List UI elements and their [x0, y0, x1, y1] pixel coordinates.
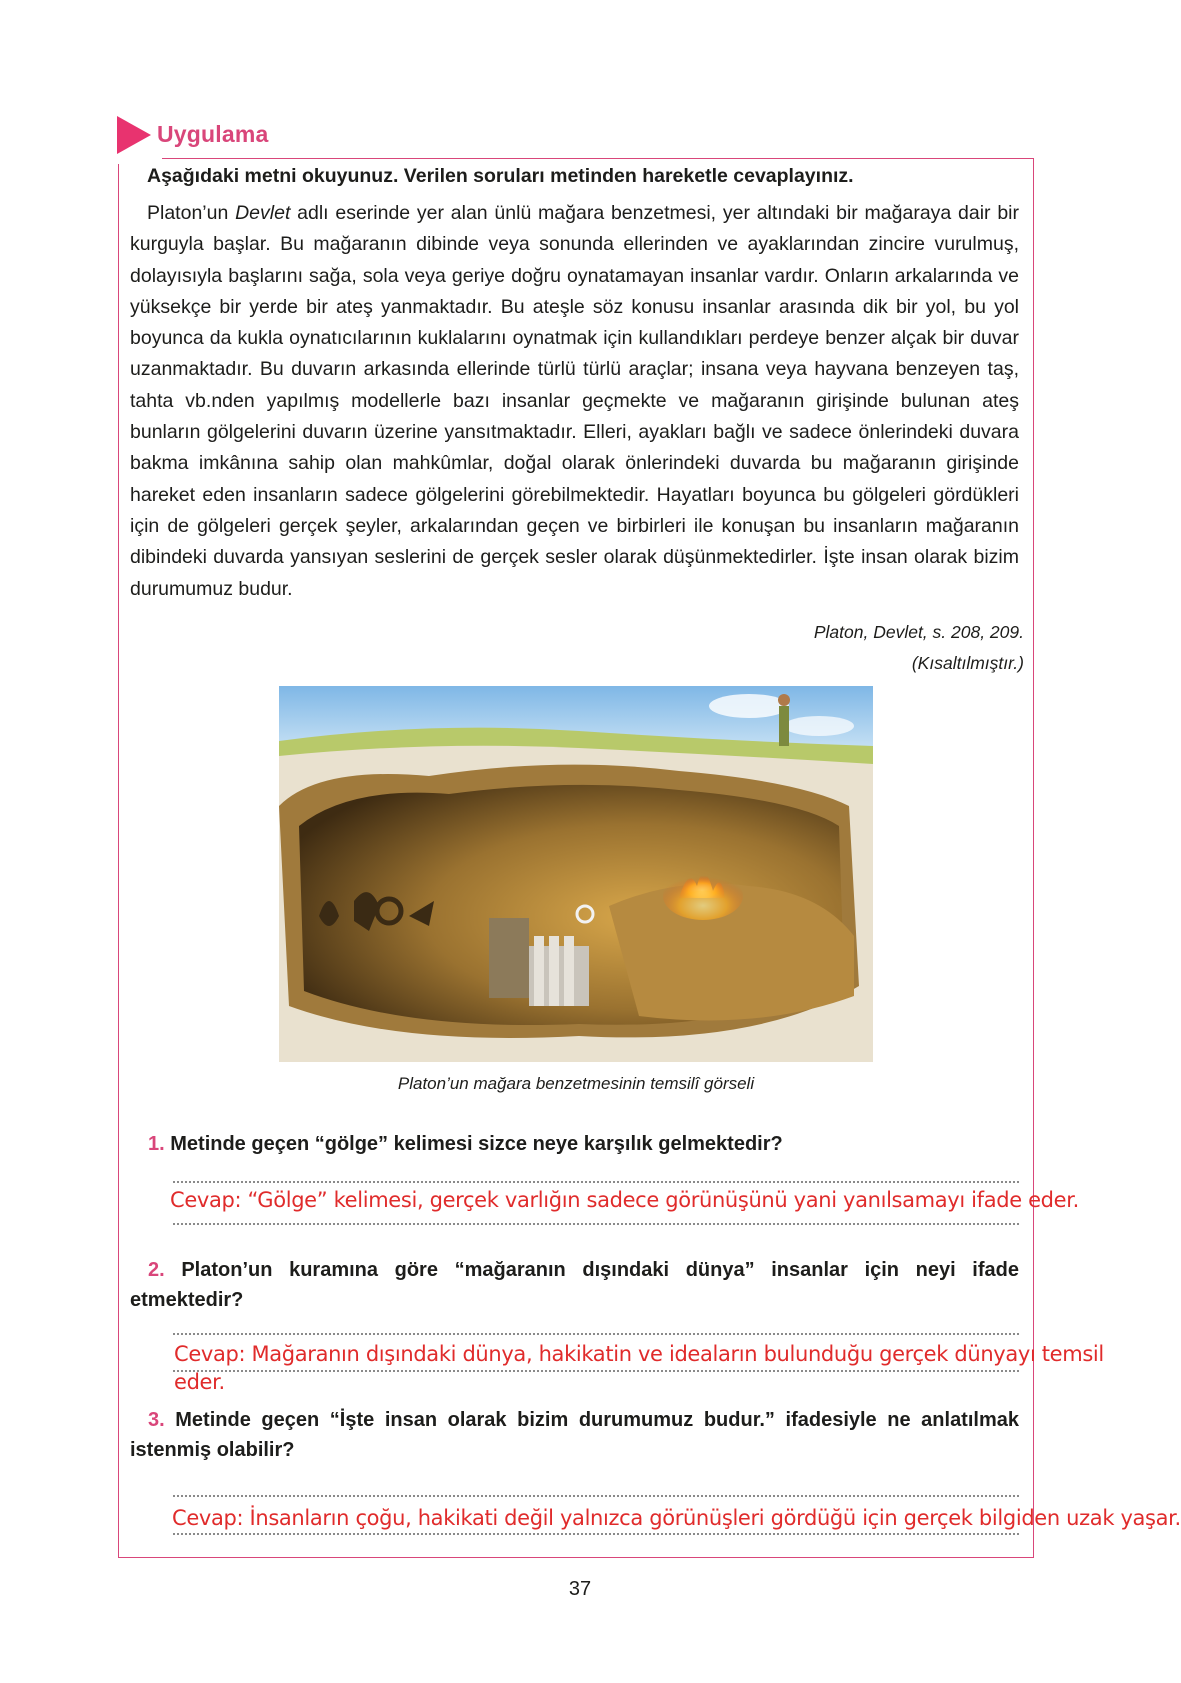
answer-line	[173, 1333, 1019, 1335]
answer-line	[173, 1533, 1019, 1535]
section-title: Uygulama	[157, 121, 269, 147]
answer-2	[174, 1340, 1104, 1396]
citation-source: Platon, Devlet, s. 208, 209.	[813, 622, 1024, 642]
figure-caption: Platon’un mağara benzetmesinin temsilî görseli	[397, 1074, 755, 1093]
question-2	[130, 1255, 1019, 1315]
question-number: 2.	[148, 1259, 165, 1281]
question-number: 3.	[148, 1409, 165, 1431]
answer-2-line-2: eder.	[174, 1370, 225, 1394]
passage-intro: Platon’un	[147, 202, 236, 224]
passage-paragraph	[130, 198, 1019, 605]
section-flag-icon	[117, 116, 151, 154]
book-title: Devlet	[235, 202, 291, 224]
page-number: 37	[568, 1578, 592, 1600]
question-text: Platon’un kuramına göre “mağaranın dışındaki dünya” insanlar için neyi ifade etmektedir?	[130, 1259, 1019, 1311]
answer-1: Cevap: “Gölge” kelimesi, gerçek varlığın sadece görünüşünü yani yanılsamayı ifade eder.	[170, 1188, 1079, 1212]
passage-body: adlı eserinde yer alan ünlü mağara benzetmesi, yer altındaki bir mağaraya dair bir kurguyla başlar. Bu mağaranın dibinde veya sonunda ellerinden ve ayaklarından zincire vurulmuş, dolayısıyla başlarını sağa, sola veya geriye doğru oynatamayan insanlar vardır. Onların arkalarında ve yüksekçe bir yerde bir ateş yanmaktadır. Bu ateşle söz konusu insanlar arasında dik bir yol, bu yol boyunca da kukla oynatıcılarının kuklalarını oynatmak için kullandıkları perdeye benzer alçak bir duvar uzanmaktadır. Bu duvarın arkasında ellerinde türlü türlü araçlar; insana veya hayvana benzeyen taş, tahta vb.nden yapılmış modellerle bazı insanlar geçmekte ve mağaranın girişinde bulunan ateş bunların gölgelerini duvarın üzerine yansıtmaktadır. Elleri, ayakları bağlı ve sadece önlerindeki duvara bakma imkânına sahip olan mahkûmlar, doğal olarak önlerindeki duvarda bu mağaranın girişinde hareket eden insanların sadece gölgelerini görebilmektedir. Hayatları boyunca bu gölgeleri gördükleri için de gölgeleri gerçek şeyler, arkalarından geçen ve birbirleri ile konuşan bu insanların mağaranın dibindeki duvarda yansıyan seslerini de gerçek sesler olarak düşünmektedirler. İşte insan olarak bizim durumumuz budur.	[130, 202, 1019, 600]
answer-line	[173, 1370, 1019, 1372]
passage	[130, 198, 1019, 605]
answer-line	[173, 1181, 1019, 1183]
cave-illustration	[279, 686, 873, 1062]
answer-line	[173, 1223, 1019, 1225]
answer-3: Cevap: İnsanların çoğu, hakikati değil yalnızca görünüşleri gördüğü için gerçek bilgiden uzak yaşar.	[172, 1506, 1181, 1530]
question-3	[130, 1405, 1019, 1465]
question-text: Metinde geçen “İşte insan olarak bizim durumumuz budur.” ifadesiyle ne anlatılmak istenmiş olabilir?	[130, 1409, 1019, 1461]
question-text: Metinde geçen “gölge” kelimesi sizce neye karşılık gelmektedir?	[170, 1133, 783, 1155]
question-number: 1.	[148, 1133, 165, 1155]
answer-2-line-1: Cevap: Mağaranın dışındaki dünya, hakikatin ve ideaların bulunduğu gerçek dünyayı temsil	[174, 1342, 1104, 1366]
question-1	[148, 1129, 1018, 1159]
instruction: Aşağıdaki metni okuyunuz. Verilen soruları metinden hareketle cevaplayınız.	[147, 165, 854, 187]
citation-note: (Kısaltılmıştır.)	[911, 653, 1024, 673]
answer-line	[173, 1495, 1019, 1497]
